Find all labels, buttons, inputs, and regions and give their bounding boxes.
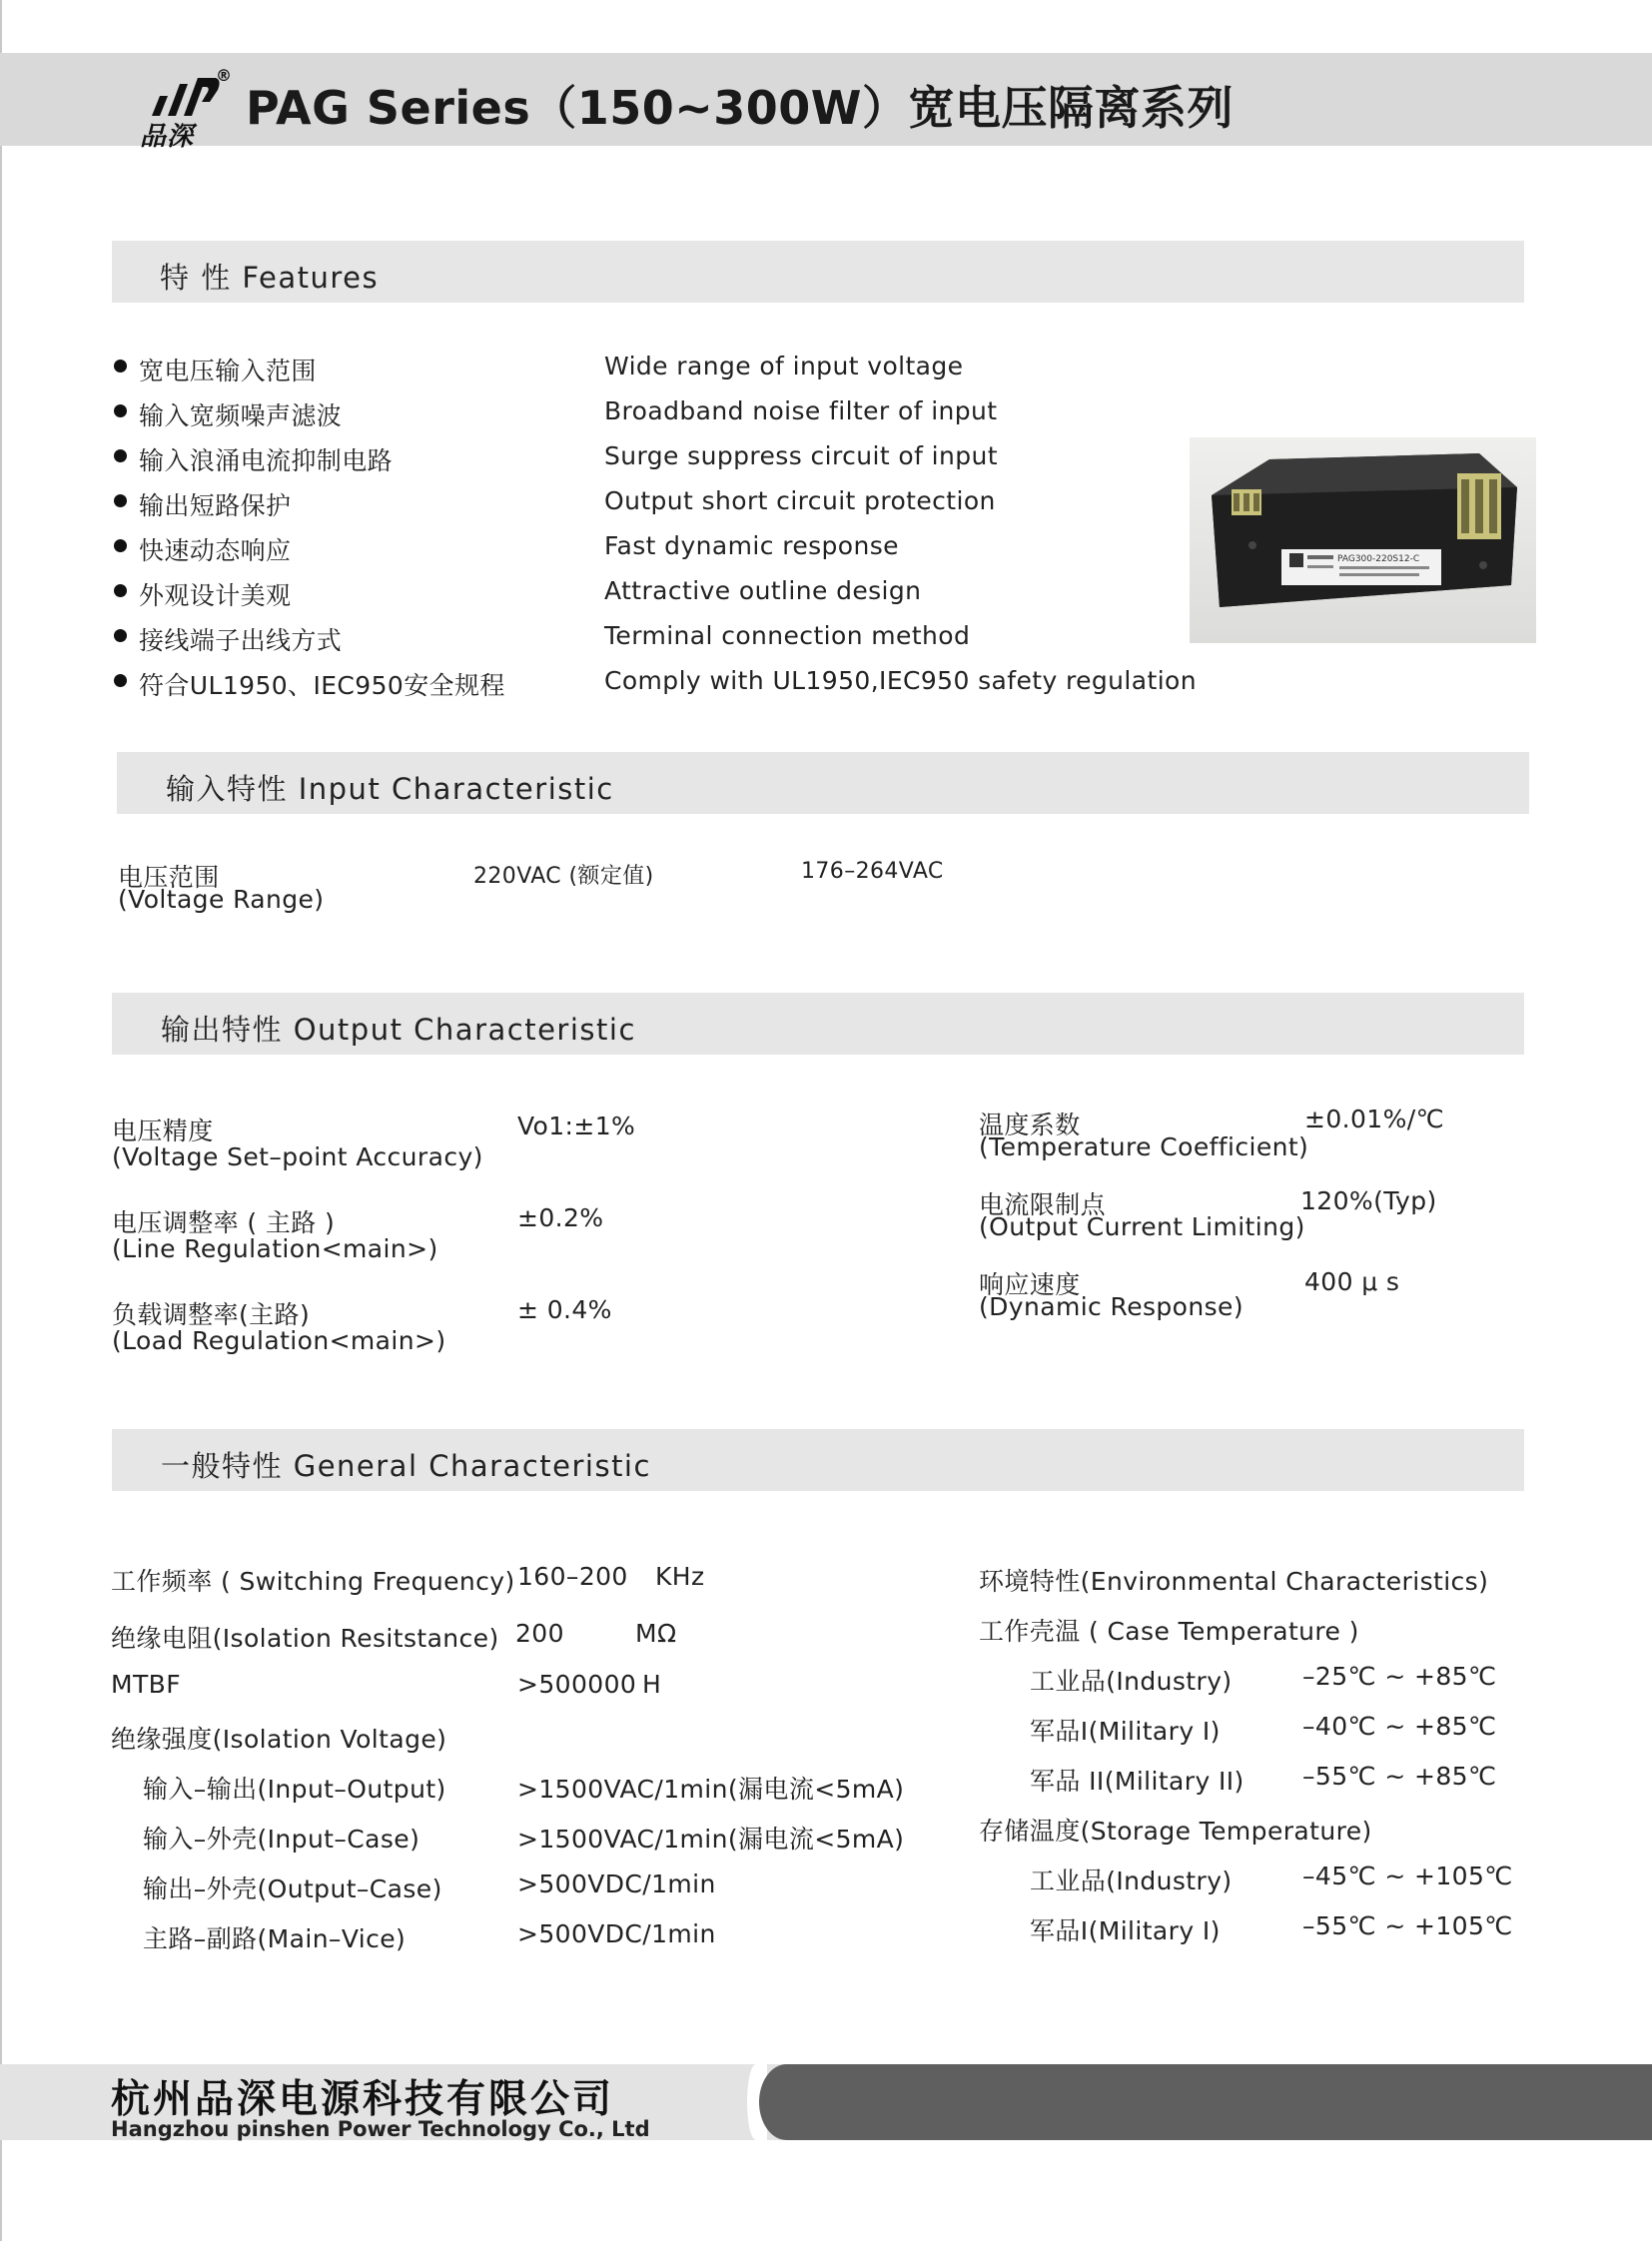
- dynamic-response-en: (Dynamic Response): [979, 1292, 1243, 1321]
- bullet-icon: [114, 404, 127, 417]
- dynamic-response-cn: 响应速度: [979, 1270, 1081, 1299]
- bullet-icon: [114, 584, 127, 597]
- feature-cn: 快速动态响应: [139, 536, 292, 565]
- mtbf-label: MTBF: [111, 1670, 181, 1699]
- case-temp-item-value: –40℃ ~ +85℃: [1302, 1712, 1497, 1741]
- isolation-item-label: 主路–副路(Main–Vice): [143, 1924, 407, 1953]
- feature-cn: 宽电压输入范围: [139, 357, 317, 385]
- product-label-text: PAG300-220S12-C: [1337, 554, 1420, 564]
- footer-dark-panel: [759, 2064, 1652, 2140]
- company-name-en: Hangzhou pinshen Power Technology Co., Ltd: [111, 2117, 650, 2141]
- bullet-icon: [114, 449, 127, 462]
- case-temperature-label: 工作壳温 ( Case Temperature ): [979, 1617, 1359, 1646]
- mtbf-unit: H: [642, 1670, 662, 1699]
- isolation-resistance-unit: MΩ: [635, 1619, 677, 1648]
- feature-cn: 输出短路保护: [139, 491, 292, 520]
- storage-temp-item-label: 工业品(Industry): [1030, 1867, 1233, 1895]
- load-regulation-cn: 负载调整率(主路): [112, 1300, 311, 1329]
- isolation-item-label: 输入–输出(Input–Output): [143, 1775, 446, 1804]
- switching-frequency-value: 160–200: [517, 1562, 628, 1591]
- storage-temp-item-label: 军品I(Military I): [1030, 1916, 1221, 1945]
- input-voltage-range-en: (Voltage Range): [118, 885, 325, 914]
- load-regulation-value: ± 0.4%: [517, 1295, 612, 1324]
- input-voltage-range-cn: 电压范围: [118, 863, 220, 892]
- isolation-resistance-value: 200: [515, 1619, 564, 1648]
- line-regulation-cn: 电压调整率 ( 主路 ): [112, 1208, 336, 1237]
- case-temp-item-label: 军品I(Military I): [1030, 1717, 1221, 1746]
- bullet-icon: [114, 360, 127, 373]
- logo-text: 品深: [140, 122, 195, 152]
- line-regulation-en: (Line Regulation<main>): [112, 1234, 438, 1263]
- switching-frequency-unit: KHz: [655, 1562, 705, 1591]
- feature-cn: 接线端子出线方式: [139, 626, 343, 655]
- input-section-title: 输入特性 Input Characteristic: [166, 772, 614, 806]
- voltage-accuracy-cn: 电压精度: [112, 1117, 214, 1145]
- case-temp-item-value: –55℃ ~ +85℃: [1302, 1762, 1497, 1791]
- page-edge-line: [0, 0, 2, 2241]
- switching-frequency-label: 工作频率 ( Switching Frequency): [111, 1567, 515, 1596]
- feature-cn: 外观设计美观: [139, 581, 292, 610]
- feature-en: Attractive outline design: [604, 576, 922, 605]
- mtbf-value: >500000: [517, 1670, 637, 1699]
- environmental-label: 环境特性(Environmental Characteristics): [979, 1567, 1489, 1596]
- load-regulation-en: (Load Regulation<main>): [112, 1326, 446, 1355]
- isolation-item-value: >500VDC/1min: [517, 1919, 716, 1948]
- voltage-accuracy-en: (Voltage Set–point Accuracy): [112, 1142, 483, 1171]
- temp-coefficient-value: ±0.01%/℃: [1304, 1105, 1445, 1133]
- isolation-item-value: >1500VAC/1min(漏电流<5mA): [517, 1825, 905, 1854]
- case-temp-item-value: –25℃ ~ +85℃: [1302, 1662, 1497, 1691]
- feature-cn: 符合UL1950、IEC950安全规程: [139, 671, 505, 700]
- features-section-title: 特 性 Features: [160, 261, 380, 295]
- bullet-icon: [114, 629, 127, 642]
- bullet-icon: [114, 539, 127, 552]
- output-section-title: 输出特性 Output Characteristic: [161, 1013, 636, 1047]
- isolation-item-label: 输出–外壳(Output–Case): [143, 1874, 442, 1903]
- isolation-item-label: 输入–外壳(Input–Case): [143, 1825, 420, 1854]
- feature-cn: 输入宽频噪声滤波: [139, 401, 343, 430]
- company-name-cn: 杭州品深电源科技有限公司: [111, 2077, 615, 2122]
- current-limiting-value: 120%(Typ): [1300, 1186, 1437, 1215]
- page-title: PAG Series（150~300W）宽电压隔离系列: [246, 81, 1235, 135]
- input-range-value: 176–264VAC: [801, 859, 944, 884]
- registered-mark: ®: [216, 66, 232, 85]
- temp-coefficient-cn: 温度系数: [979, 1111, 1081, 1139]
- storage-temp-item-value: –55℃ ~ +105℃: [1302, 1911, 1513, 1940]
- feature-en: Fast dynamic response: [604, 531, 899, 560]
- current-limiting-cn: 电流限制点: [979, 1190, 1107, 1219]
- general-section-title: 一般特性 General Characteristic: [161, 1449, 651, 1483]
- feature-en: Output short circuit protection: [604, 486, 996, 515]
- storage-temperature-label: 存储温度(Storage Temperature): [979, 1817, 1372, 1846]
- feature-en: Terminal connection method: [604, 621, 971, 650]
- voltage-accuracy-value: Vo1:±1%: [517, 1112, 636, 1140]
- current-limiting-en: (Output Current Limiting): [979, 1212, 1305, 1241]
- power-module-image: [1190, 437, 1536, 643]
- isolation-resistance-label: 绝缘电阻(Isolation Resitstance): [111, 1624, 499, 1653]
- temp-coefficient-en: (Temperature Coefficient): [979, 1132, 1309, 1161]
- feature-cn: 输入浪涌电流抑制电路: [139, 446, 394, 475]
- product-photo: [1190, 437, 1536, 643]
- bullet-icon: [114, 494, 127, 507]
- case-temp-item-label: 军品 II(Military II): [1030, 1767, 1244, 1796]
- feature-en: Wide range of input voltage: [604, 352, 964, 380]
- feature-en: Surge suppress circuit of input: [604, 441, 998, 470]
- case-temp-item-label: 工业品(Industry): [1030, 1667, 1233, 1696]
- feature-en: Comply with UL1950,IEC950 safety regulation: [604, 666, 1197, 695]
- dynamic-response-value: 400 μ s: [1304, 1267, 1400, 1296]
- isolation-voltage-label: 绝缘强度(Isolation Voltage): [111, 1725, 447, 1754]
- isolation-item-value: >500VDC/1min: [517, 1869, 716, 1898]
- storage-temp-item-value: –45℃ ~ +105℃: [1302, 1862, 1513, 1890]
- line-regulation-value: ±0.2%: [517, 1203, 604, 1232]
- input-nominal-voltage: 220VAC (额定值): [473, 864, 654, 889]
- isolation-item-value: >1500VAC/1min(漏电流<5mA): [517, 1775, 905, 1804]
- feature-en: Broadband noise filter of input: [604, 396, 998, 425]
- bullet-icon: [114, 674, 127, 687]
